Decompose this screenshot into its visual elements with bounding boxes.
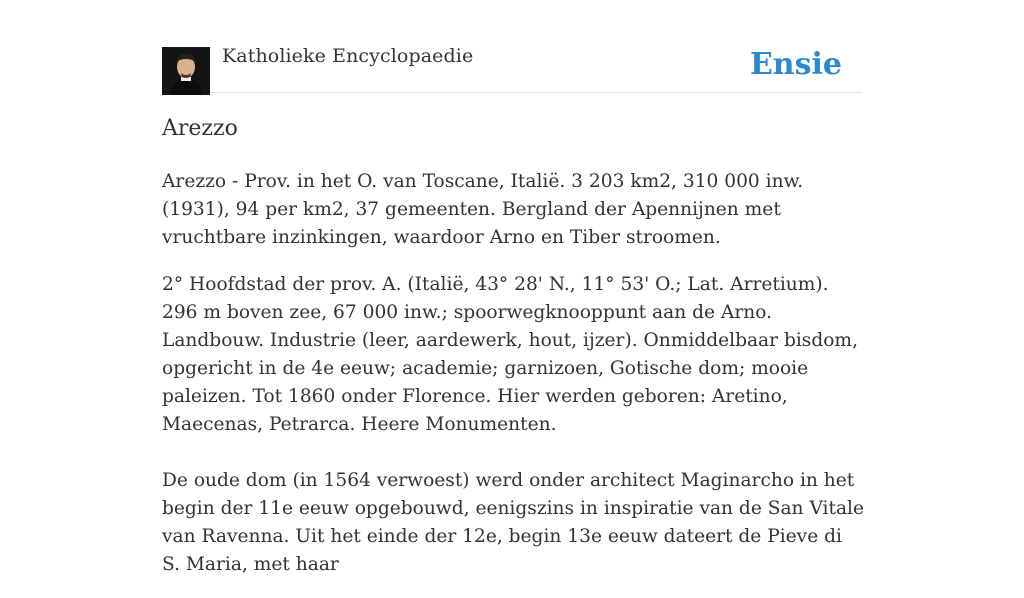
avatar-portrait-graphic bbox=[162, 47, 210, 95]
article-paragraph-2: 2° Hoofdstad der prov. A. (Italië, 43° 28' N., 11° 53' O.; Lat. Arretium). 296 m boven zee, 67 000 inw.; spoorwegknooppunt aan de Arno. Landbouw. Industrie (leer, aardewerk, hout, ijzer). Onmiddelbaar bisdom, opgericht in de 4e eeuw; academie; garnizoen, Gotische dom; mooie paleizen. Tot 1860 onder Florence. Hier werden geboren: Aretino, Maecenas, Petrarca. Heere Monumenten. De oude dom (in 1564 verwoest) werd onder architect Maginarcho in het begin der 11e eeuw opgebouwd, eenigszins in inspiratie van de San Vitale van Ravenna. Uit het einde der 12e, begin 13e eeuw dateert de Pieve di S. Maria, met haar bbox=[162, 274, 864, 575]
article-body bbox=[162, 168, 864, 598]
ensie-logo-link[interactable]: Ensie bbox=[749, 47, 842, 82]
site-header bbox=[162, 0, 862, 93]
site-name[interactable]: Katholieke Encyclopaedie bbox=[222, 45, 474, 67]
portrait-avatar-icon[interactable] bbox=[162, 47, 210, 95]
article-paragraph-1: Arezzo - Prov. in het O. van Toscane, Italië. 3 203 km2, 310 000 inw. (1931), 94 per km2, 37 gemeenten. Bergland der Apennijnen met vruchtbare inzinkingen, waardoor Arno en Tiber stroomen. bbox=[162, 171, 804, 248]
page-container bbox=[162, 0, 864, 575]
article-title: Arezzo bbox=[162, 116, 238, 141]
